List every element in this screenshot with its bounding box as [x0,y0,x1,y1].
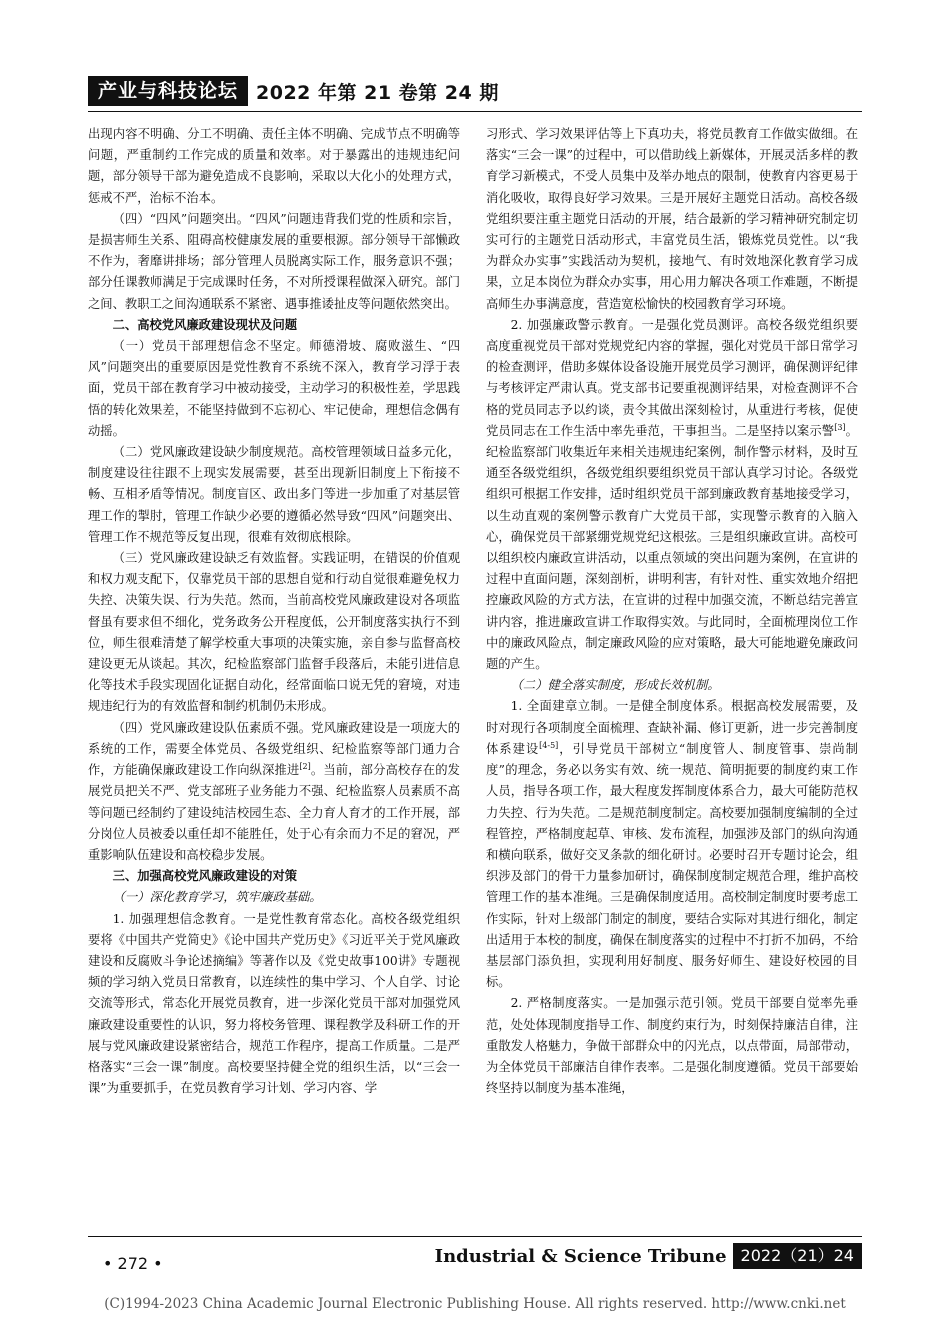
issue-badge: 2022（21）24 [733,1243,862,1269]
page-number: • 272 • [103,1254,163,1273]
left-column [88,124,460,1099]
footer-journal-block [435,1243,862,1269]
issue-label: 2022 年第 21 卷第 24 期 [256,81,499,104]
copyright-line: (C)1994-2023 China Academic Journal Electronic Publishing House. All rights reserved. http://www.cnki.net [104,1296,846,1312]
paragraph: （二）党风廉政建设缺少制度规范。高校管理领域日益多元化，制度建设往往跟不上现实发展需要，甚至出现新旧制度上下衔接不畅、互相矛盾等情况。制度盲区、政出多门等进一步加重了对基层管理工作的掣肘，管理工作缺少必要的遵循必然导致“四风”问题突出、管理工作不规范等反复出现，很难有效彻底根除。 [88,445,460,544]
citation-marker: [4-5] [539,740,559,750]
paragraph: 2. 加强廉政警示教育。一是强化党员测评。高校各级党组织要高度重视党员干部对党规党纪内容的掌握，强化对党员干部日常学习的检查测评，借助多媒体设备设施开展党员学习测评，确保测评纪律与考核评定严肃认真。党支部书记要重视测评结果，对检查测评不合格的党员同志予以约谈，责令其做出深刻检讨，从重进行考核，促使党员同志在工作生活中率先垂范，干事担当。二是坚持以案示警[3]。纪检监察部门收集近年来相关违规违纪案例，制作警示材料，及时互通至各级党组织，各级党组织要组织党员干部认真学习讨论。各级党组织可根据工作安排，适时组织党员干部到廉政教育基地接受学习，以生动直观的案例警示教育广大党员干部，实现警示教育的入脑入心，确保党员干部紧绷党规党纪这根弦。三是组织廉政宣讲。高校可以组织校内廉政宣讲活动，以重点领域的突出问题为案例，在宣讲的过程中直面问题，深刻剖析，讲明利害，有针对性、重实效地介绍把控廉政风险的方式方法，在宣讲的过程中加强交流，不断总结完善宣讲内容，推进廉政宣讲工作取得实效。与此同时，全面梳理岗位工作中的廉政风险点，制定廉政风险的应对策略，最大可能地避免廉政问题的产生。 [486,317,858,672]
paragraph: 1. 加强理想信念教育。一是党性教育常态化。高校各级党组织要将《中国共产党简史》《论中国共产党历史》《习近平关于党风廉政建设和反腐败斗争论述摘编》等著作以及《党史故事100讲》专题视频的学习纳入党员日常教育，以连续性的集中学习、个人自学、讨论交流等形式，常态化开展党员教育，进一步深化党员干部对加强党风廉政建设重要性的认识，努力将校务管理、课程教学及科研工作的开展与党风廉政建设紧密结合，规范工作程序，提高工作质量。二是严格落实“三会一课”制度。高校要坚持健全党的组织生活，以“三会一课”为重要抓手，在党员教育学习计划、学习内容、学 [88,911,460,1096]
paragraph: （三）党风廉政建设缺乏有效监督。实践证明，在错误的价值观和权力观支配下，仅靠党员干部的思想自觉和行动自觉很难避免权力失控、决策失误、行为失范。然而，当前高校党风廉政建设对各项监督虽有要求但不细化，党务政务公开程度低，公开制度落实执行不到位，师生很难清楚了解学校重大事项的决策实施，亲自参与监督高校建设更无从谈起。其次，纪检监察部门监督手段落后，未能引进信息化等技术手段实现固化证据自动化，经常面临口说无凭的窘境，对违规违纪行为的有效监督和制约机制仍未形成。 [88,551,460,714]
journal-english-title: Industrial & Science Tribune [434,1245,727,1267]
paragraph: （四）党风廉政建设队伍素质不强。党风廉政建设是一项庞大的系统的工作，需要全体党员、各级党组织、纪检监察等部门通力合作，方能确保廉政建设工作向纵深推进[2]。当前，部分高校存在的发展党员把关不严、党支部班子业务能力不强、纪检监察人员素质不高等问题已经制约了建设纯洁校园生态、全力育人育才的工作开展，部分岗位人员被委以重任却不能胜任，处于心有余而力不足的窘况，严重影响队伍建设和高校稳步发展。 [88,720,460,862]
citation-marker: [2] [299,762,311,771]
paragraph: （一）党员干部理想信念不坚定。师德滑坡、腐败滋生、“四风”问题突出的重要原因是党性教育不系统不深入，教育学习浮于表面，党员干部在教育学习中被动接受，主动学习的积极性差，学思践悟的转化效果差，不能坚持做到不忘初心、牢记使命，理想信念偶有动摇。 [88,339,460,438]
paragraph: 1. 全面建章立制。一是健全制度体系。根据高校发展需要，及时对现行各项制度全面梳理、查缺补漏、修订更新，进一步完善制度体系建设[4-5]，引导党员干部树立“制度管人、制度管事、崇尚制度”的理念，务必以务实有效、统一规范、简明扼要的制度约束工作人员，指导各项工作，最大程度发挥制度体系合力，最大可能防范权力失控、行为失范。二是规范制度制定。高校要加强制度编制的全过程管控，严格制度起草、审核、发布流程，加强涉及部门的纵向沟通和横向联系，做好交叉条款的细化研讨。必要时召开专题讨论会，组织涉及部门的骨干力量参加研讨，确保制度制定规范合理，维护高校管理工作的基本准绳。三是确保制度适用。高校制定制度时要考虑工作实际，针对上级部门制定的制度，要结合实际对其进行细化，制定出适用于本校的制度，确保在制度落实的过程中不打折不加码，不给基层部门添负担，实现利用好制度、服务好师生、建设好校园的目标。 [486,699,858,990]
section-heading: 三、加强高校党风廉政建设的对策 [112,869,298,884]
running-header [88,76,499,106]
paragraph: 出现内容不明确、分工不明确、责任主体不明确、完成节点不明确等问题，严重制约工作完成的质量和效率。对于暴露出的违规违纪问题，部分领导干部为避免造成不良影响，采取以大化小的处理方式，惩戒不严，治标不治本。 [88,127,460,205]
right-column [486,124,858,1099]
subsection-heading: （一）深化教育学习，筑牢廉政基础。 [112,890,322,905]
journal-name-badge: 产业与科技论坛 [88,76,248,106]
citation-marker: [3] [834,422,846,432]
paragraph: （四）“四风”问题突出。“四风”问题违背我们党的性质和宗旨，是损害师生关系、阻碍高校健康发展的重要根源。部分领导干部懒政不作为，奢靡讲排场；部分管理人员脱离实际工作，服务意识不强；部分任课教师满足于完成课时任务，不对所授课程做深入研究。部门之间、教职工之间沟通联系不紧密、遇事推诿扯皮等问题依然突出。 [88,211,460,311]
paragraph: 2. 严格制度落实。一是加强示范引领。党员干部要自觉率先垂范，处处体现制度指导工作、制度约束行为，时刻保持廉洁自律，注重散发人格魅力，争做干部群众中的闪光点，以点带面，局部带动，为全体党员干部廉洁自律作表率。二是强化制度遵循。党员干部要始终坚持以制度为基本准绳， [486,996,858,1096]
subsection-heading: （二）健全落实制度，形成长效机制。 [510,678,720,693]
section-heading: 二、高校党风廉政建设现状及问题 [112,317,298,332]
footer-rule [88,1236,862,1237]
header-rule [88,111,862,112]
paragraph: 习形式、学习效果评估等上下真功夫，将党员教育工作做实做细。在落实“三会一课”的过程中，可以借助线上新媒体，开展灵活多样的教育学习新模式，不受人员集中及举办地点的限制，使教育内容更易于消化吸收，取得良好学习效果。三是开展好主题党日活动。高校各级党组织要注重主题党日活动的开展，结合最新的学习精神研究制定切实可行的主题党日活动形式，丰富党员生活，锻炼党员党性。以“我为群众办实事”实践活动为契机，接地气、有时效地深化教育学习成果，立足本岗位为群众办实事，用心用力解决各项工作难题，不断提高师生办事满意度，营造宽松愉快的校园教育学习环境。 [486,127,858,311]
